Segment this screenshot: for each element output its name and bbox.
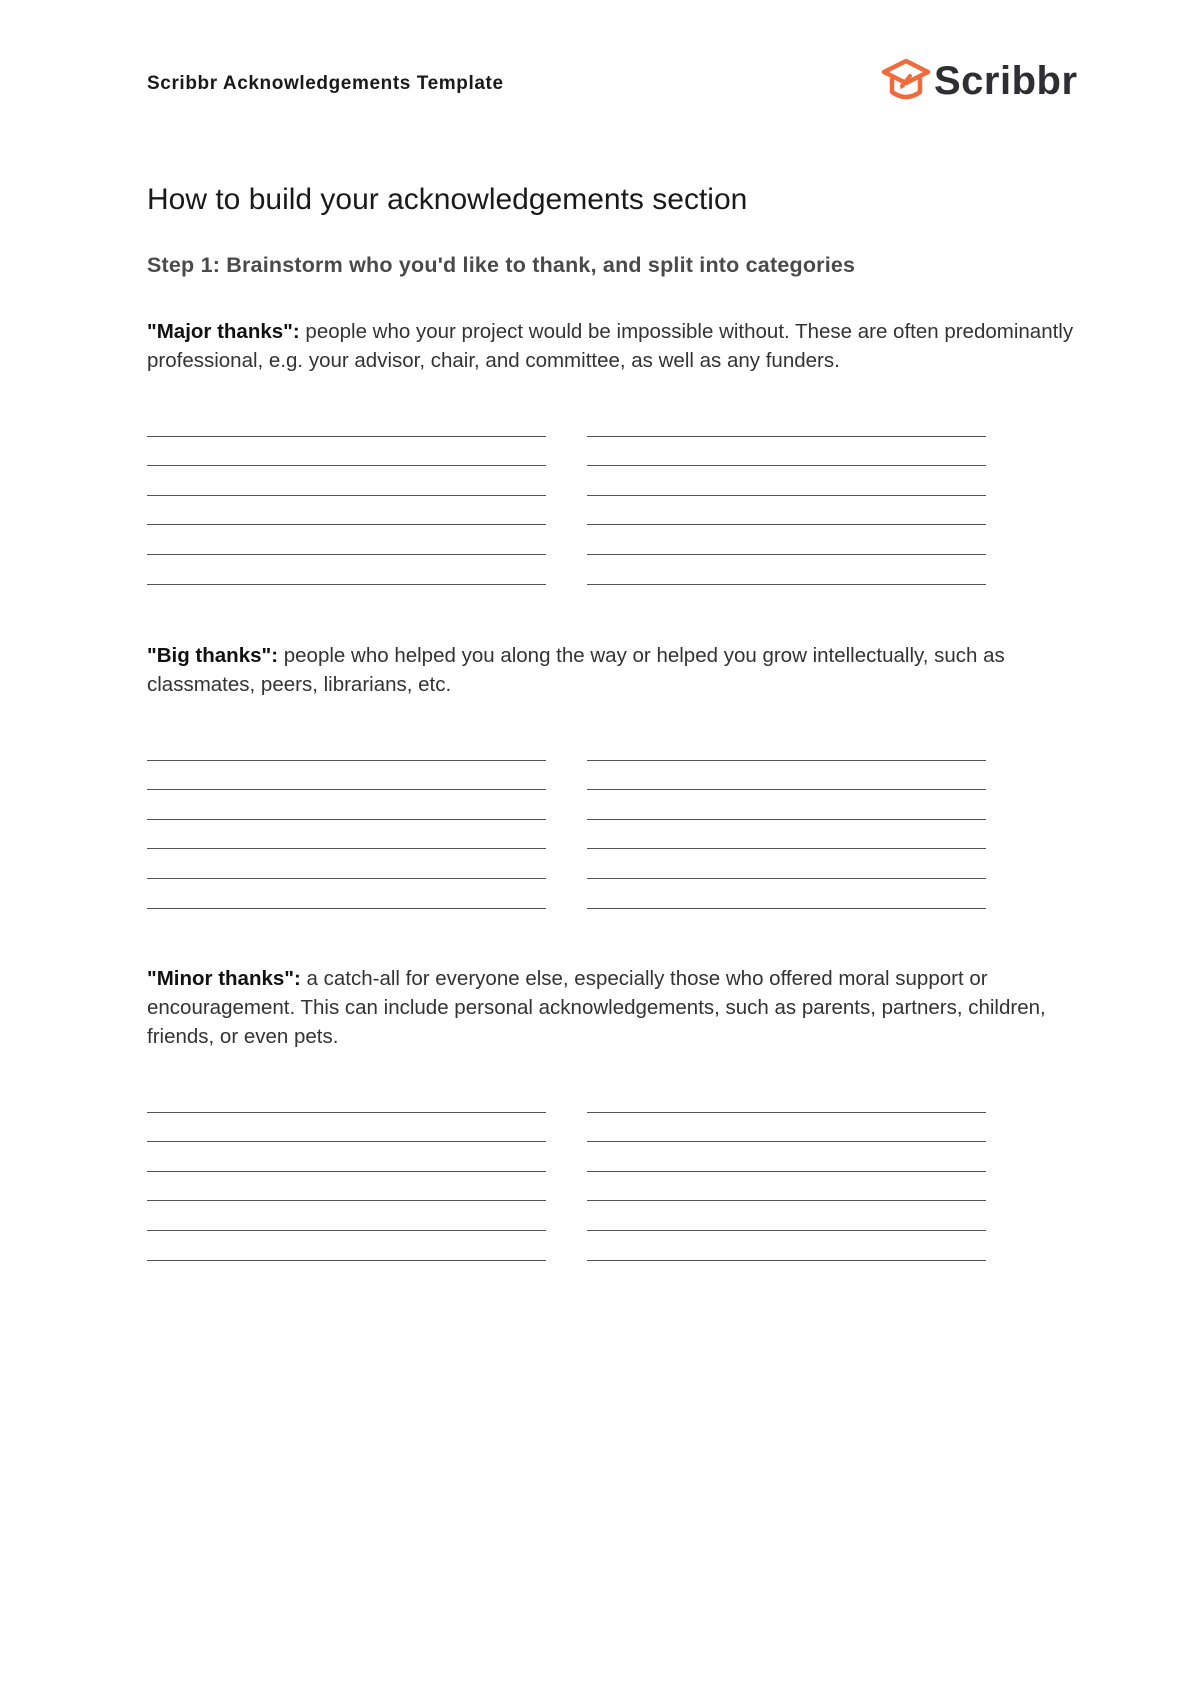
blank-line[interactable] [587, 831, 986, 861]
blank-line[interactable] [147, 477, 546, 507]
section-text: people who helped you along the way or helped you grow intellectually, such as classmates, peers, librarians, etc. [147, 644, 1005, 696]
blank-line[interactable] [147, 507, 546, 537]
blank-line[interactable] [587, 860, 986, 890]
fill-in-lines [147, 1094, 1077, 1272]
scribbr-logo [880, 56, 1078, 106]
blank-line[interactable] [587, 1094, 986, 1124]
blank-line[interactable] [587, 1183, 986, 1213]
blank-line[interactable] [587, 801, 986, 831]
blank-line[interactable] [147, 1153, 546, 1183]
blank-line[interactable] [587, 418, 986, 448]
blank-line[interactable] [147, 536, 546, 566]
graduation-cap-pen-icon [880, 56, 932, 106]
blank-line[interactable] [587, 507, 986, 537]
section-description [147, 964, 1077, 1051]
blank-line[interactable] [587, 1153, 986, 1183]
blank-line[interactable] [147, 742, 546, 772]
blank-line[interactable] [147, 566, 546, 596]
document-header-title: Scribbr Acknowledgements Template [147, 73, 504, 94]
blank-line[interactable] [147, 1183, 546, 1213]
section-term: "Big thanks": [147, 644, 279, 667]
blank-line[interactable] [147, 1094, 546, 1124]
section-minor-thanks [147, 964, 1077, 1272]
blank-line[interactable] [587, 1242, 986, 1272]
blank-line[interactable] [587, 566, 986, 596]
section-term: "Major thanks": [147, 320, 300, 343]
blank-line[interactable] [587, 536, 986, 566]
section-text: a catch-all for everyone else, especially those who offered moral support or encouragement. This can include personal acknowledgements, such as parents, partners, children, friends, or even pets. [147, 967, 1046, 1048]
blank-line[interactable] [147, 831, 546, 861]
fill-in-lines [147, 418, 1077, 596]
blank-line[interactable] [587, 890, 986, 920]
blank-line[interactable] [147, 1124, 546, 1154]
section-major-thanks [147, 317, 1077, 596]
logo-text: Scribbr [934, 58, 1078, 103]
section-big-thanks [147, 641, 1077, 920]
blank-line[interactable] [147, 801, 546, 831]
blank-line[interactable] [587, 742, 986, 772]
page-heading: How to build your acknowledgements section [147, 183, 748, 216]
blank-line[interactable] [147, 448, 546, 478]
blank-line[interactable] [147, 890, 546, 920]
blank-line[interactable] [147, 418, 546, 448]
blank-line[interactable] [587, 1212, 986, 1242]
blank-line[interactable] [147, 1242, 546, 1272]
section-text: people who your project would be impossible without. These are often predominantly professional, e.g. your advisor, chair, and committee, as well as any funders. [147, 320, 1074, 372]
section-description [147, 317, 1077, 375]
blank-line[interactable] [587, 1124, 986, 1154]
fill-in-lines [147, 742, 1077, 920]
blank-line[interactable] [147, 772, 546, 802]
blank-line[interactable] [147, 860, 546, 890]
blank-line[interactable] [147, 1212, 546, 1242]
blank-line[interactable] [587, 448, 986, 478]
section-term: "Minor thanks": [147, 967, 301, 990]
blank-line[interactable] [587, 477, 986, 507]
step-heading: Step 1: Brainstorm who you'd like to thank, and split into categories [147, 253, 856, 277]
section-description [147, 641, 1077, 699]
blank-line[interactable] [587, 772, 986, 802]
